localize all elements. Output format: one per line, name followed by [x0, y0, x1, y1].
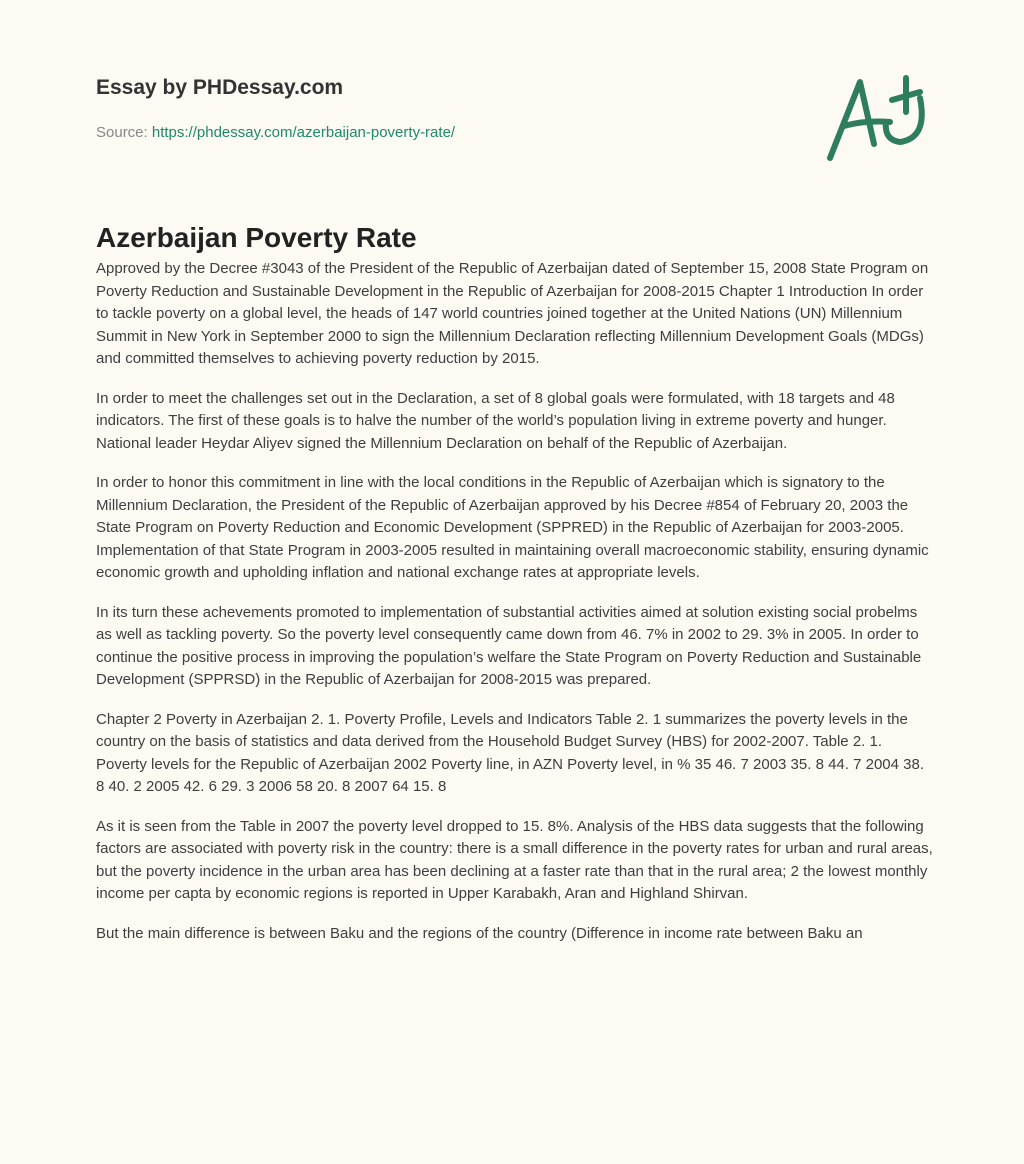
source-label: Source: [96, 124, 148, 141]
paragraph: But the main difference is between Baku and the regions of the country (Difference in income rate between Baku an [96, 924, 863, 942]
paragraph: In its turn these achevements promoted to implementation of substantial activities aimed at solution existing social probelms as well as tackling poverty. So the poverty level consequently came down from 46. 7% in 2002 to 29. 3% in 2005. In order to continue the positive process in improving the population’s welfare the State Program on Poverty Reduction and Sustainable Development (SPPRSD) in the Republic of Azerbaijan for 2008-2015 was prepared. [96, 603, 922, 688]
header [0, 0, 1024, 200]
source-link[interactable]: https://phdessay.com/azerbaijan-poverty-rate/ [151, 124, 456, 141]
source-line [96, 124, 455, 141]
paragraph: In order to honor this commitment in line with the local conditions in the Republic of Azerbaijan which is signatory to the Millennium Declaration, the President of the Republic of Azerbaijan approved by his Decree #854 of February 20, 2003 the State Program on Poverty Reduction and Economic Development (SPPRED) in the Republic of Azerbaijan for 2003-2005. Implementation of that State Program in 2003-2005 resulted in maintaining overall macroeconomic stability, ensuring dynamic economic growth and upholding inflation and national exchange rates at appropriate levels. [96, 474, 929, 581]
paragraph: Approved by the Decree #3043 of the President of the Republic of Azerbaijan dated of September 15, 2008 State Program on Poverty Reduction and Sustainable Development in the Republic of Azerbaijan for 2008-2015 Chapter 1 Introduction In order to tackle poverty on a global level, the heads of 147 world countries joined together at the United Nations (UN) Millennium Summit in New York in September 2000 to sign the Millennium Declaration reflecting Millennium Development Goals (MDGs) and committed themselves to achieving poverty reduction by 2015. [96, 260, 929, 367]
paragraph: As it is seen from the Table in 2007 the poverty level dropped to 15. 8%. Analysis of the HBS data suggests that the following factors are associated with poverty risk in the country: there is a small difference in the poverty rates for urban and rural areas, but the poverty incidence in the urban area has been declining at a faster rate than that in the rural area; 2 the lowest monthly income per capta by economic regions is reported in Upper Karabakh, Aran and Highland Shirvan. [96, 817, 933, 902]
site-brand: Essay by PHDessay.com [96, 76, 344, 99]
page-title: Azerbaijan Poverty Rate [96, 222, 417, 253]
paragraph: In order to meet the challenges set out in the Declaration, a set of 8 global goals were formulated, with 18 targets and 48 indicators. The first of these goals is to halve the number of the world’s population living in extreme poverty and hunger. National leader Heydar Aliyev signed the Millennium Declaration on behalf of the Republic of Azerbaijan. [96, 389, 895, 452]
a-plus-logo-icon [820, 66, 930, 166]
paragraph: Chapter 2 Poverty in Azerbaijan 2. 1. Poverty Profile, Levels and Indicators Table 2. 1 summarizes the poverty levels in the country on the basis of statistics and data derived from the Household Budget Survey (HBS) for 2002-2007. Table 2. 1. Poverty levels for the Republic of Azerbaijan 2002 Poverty line, in AZN Poverty level, in % 35 46. 7 2003 35. 8 44. 7 2004 38. 8 40. 2 2005 42. 6 29. 3 2006 58 20. 8 2007 64 15. 8 [96, 710, 924, 795]
essay-body [96, 258, 934, 962]
